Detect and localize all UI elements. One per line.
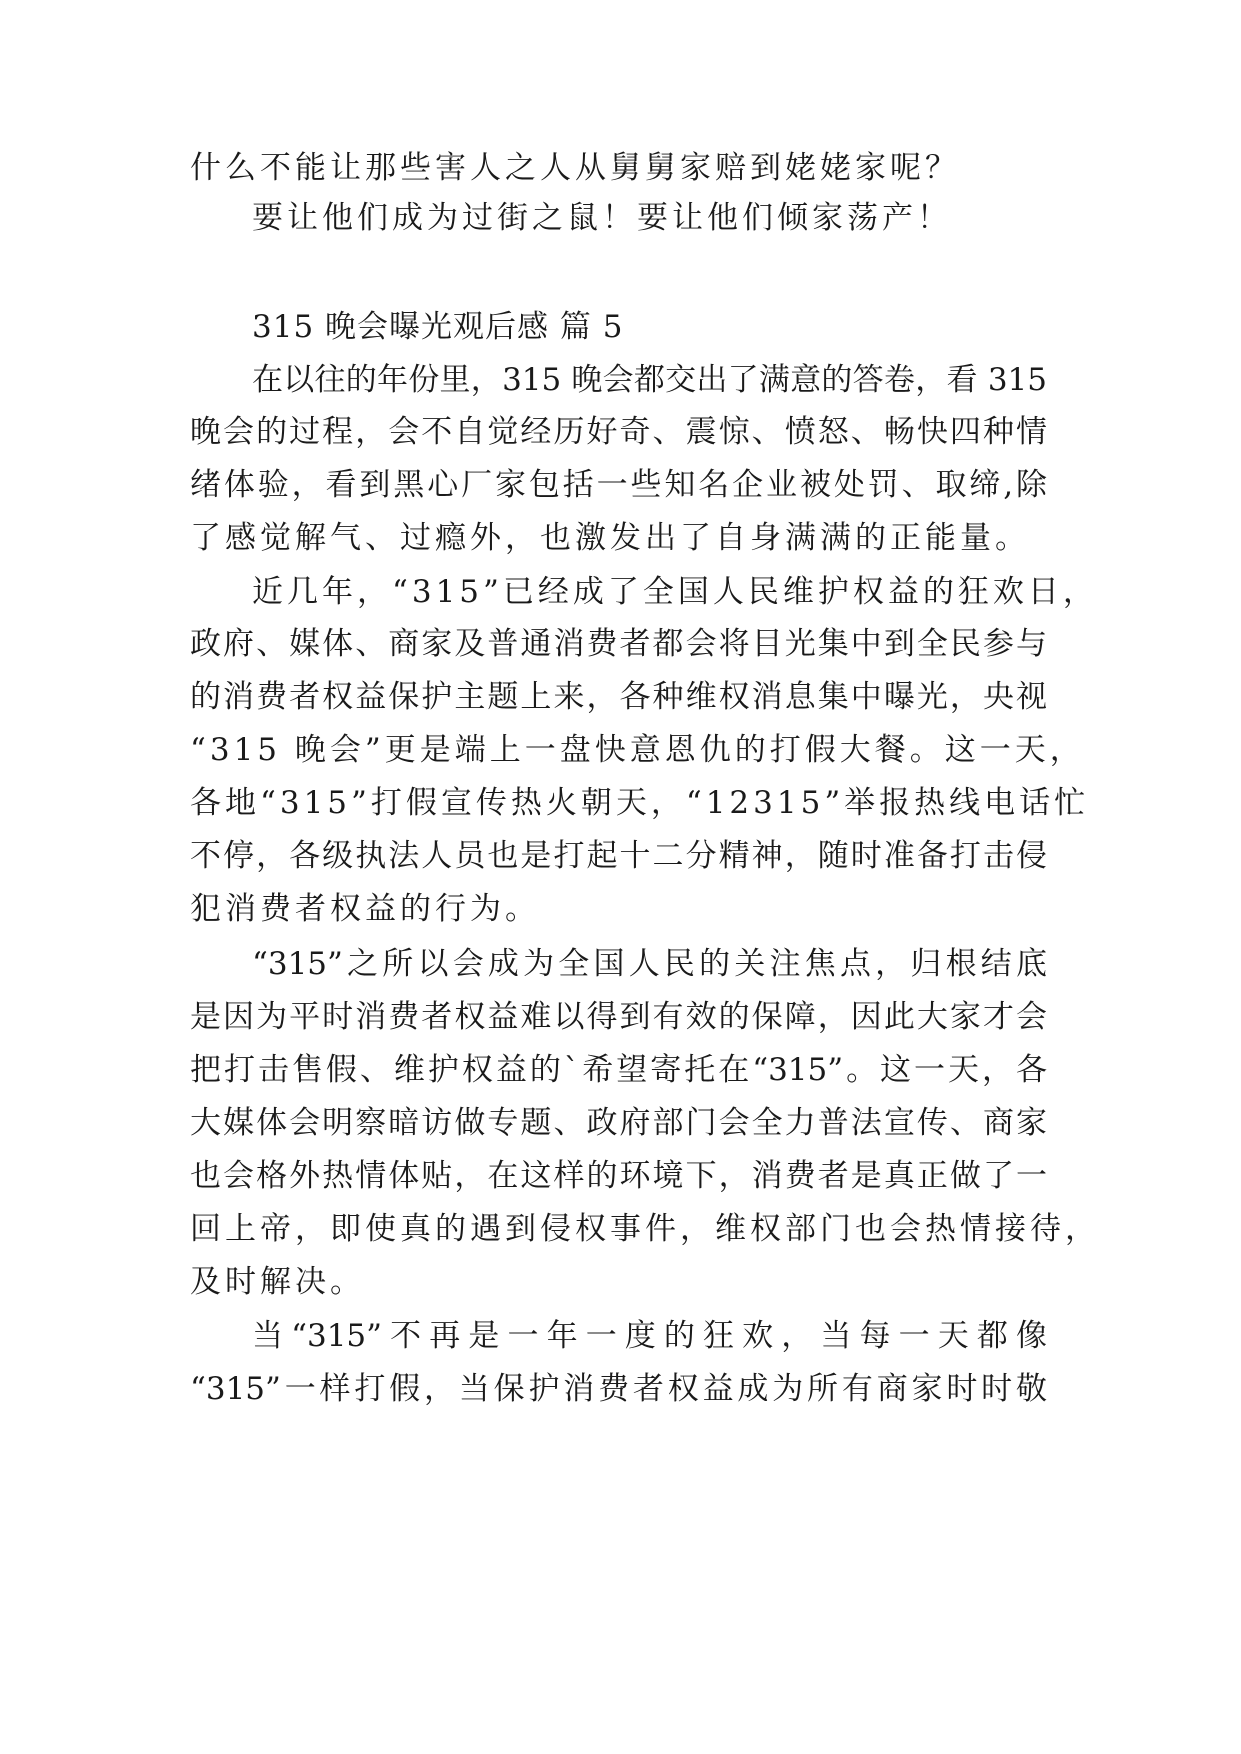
text-line: 的消费者权益保护主题上来，各种维权消息集中曝光，央视	[190, 679, 1047, 715]
text-line: 回上帝，即使真的遇到侵权事件，维权部门也会热情接待，	[190, 1211, 1100, 1247]
text-line: 大媒体会明察暗访做专题、政府部门会全力普法宣传、商家	[190, 1105, 1047, 1141]
text-line: 也会格外热情体贴，在这样的环境下，消费者是真正做了一	[190, 1158, 1047, 1194]
text-line: 绪体验，看到黑心厂家包括一些知名企业被处罚、取缔,除	[190, 467, 1047, 503]
text-line: 在以往的年份里，315 晚会都交出了满意的答卷，看 315	[252, 362, 1047, 398]
text-line: 了感觉解气、过瘾外，也激发出了自身满满的正能量。	[190, 520, 1030, 556]
text-line: 当“315”不再是一年一度的狂欢，当每一天都像	[252, 1318, 1047, 1354]
text-line: 是因为平时消费者权益难以得到有效的保障，因此大家才会	[190, 999, 1047, 1035]
text-line: 晚会的过程，会不自觉经历好奇、震惊、愤怒、畅快四种情	[190, 414, 1047, 450]
text-line: 近几年，“315”已经成了全国人民维护权益的狂欢日，	[252, 574, 1098, 610]
text-line: 不停，各级执法人员也是打起十二分精神，随时准备打击侵	[190, 838, 1047, 874]
text-line: 要让他们成为过街之鼠！要让他们倾家荡产！	[252, 200, 952, 236]
text-line: 各地“315”打假宣传热火朝天，“12315”举报热线电话忙	[190, 785, 1090, 821]
text-line: 什么不能让那些害人之人从舅舅家赔到姥姥家呢？	[190, 150, 960, 186]
text-line: 及时解决。	[190, 1264, 365, 1300]
text-line: 犯消费者权益的行为。	[190, 891, 540, 927]
text-line: 政府、媒体、商家及普通消费者都会将目光集中到全民参与	[190, 626, 1047, 662]
text-line: 把打击售假、维护权益的`希望寄托在“315”。这一天，各	[190, 1052, 1047, 1088]
text-line: “315”之所以会成为全国人民的关注焦点，归根结底	[252, 946, 1047, 982]
section-heading: 315 晚会曝光观后感 篇 5	[252, 309, 624, 345]
text-line: “315”一样打假，当保护消费者权益成为所有商家时时敬	[190, 1371, 1047, 1407]
text-line: “315 晚会”更是端上一盘快意恩仇的打假大餐。这一天，	[190, 732, 1085, 768]
